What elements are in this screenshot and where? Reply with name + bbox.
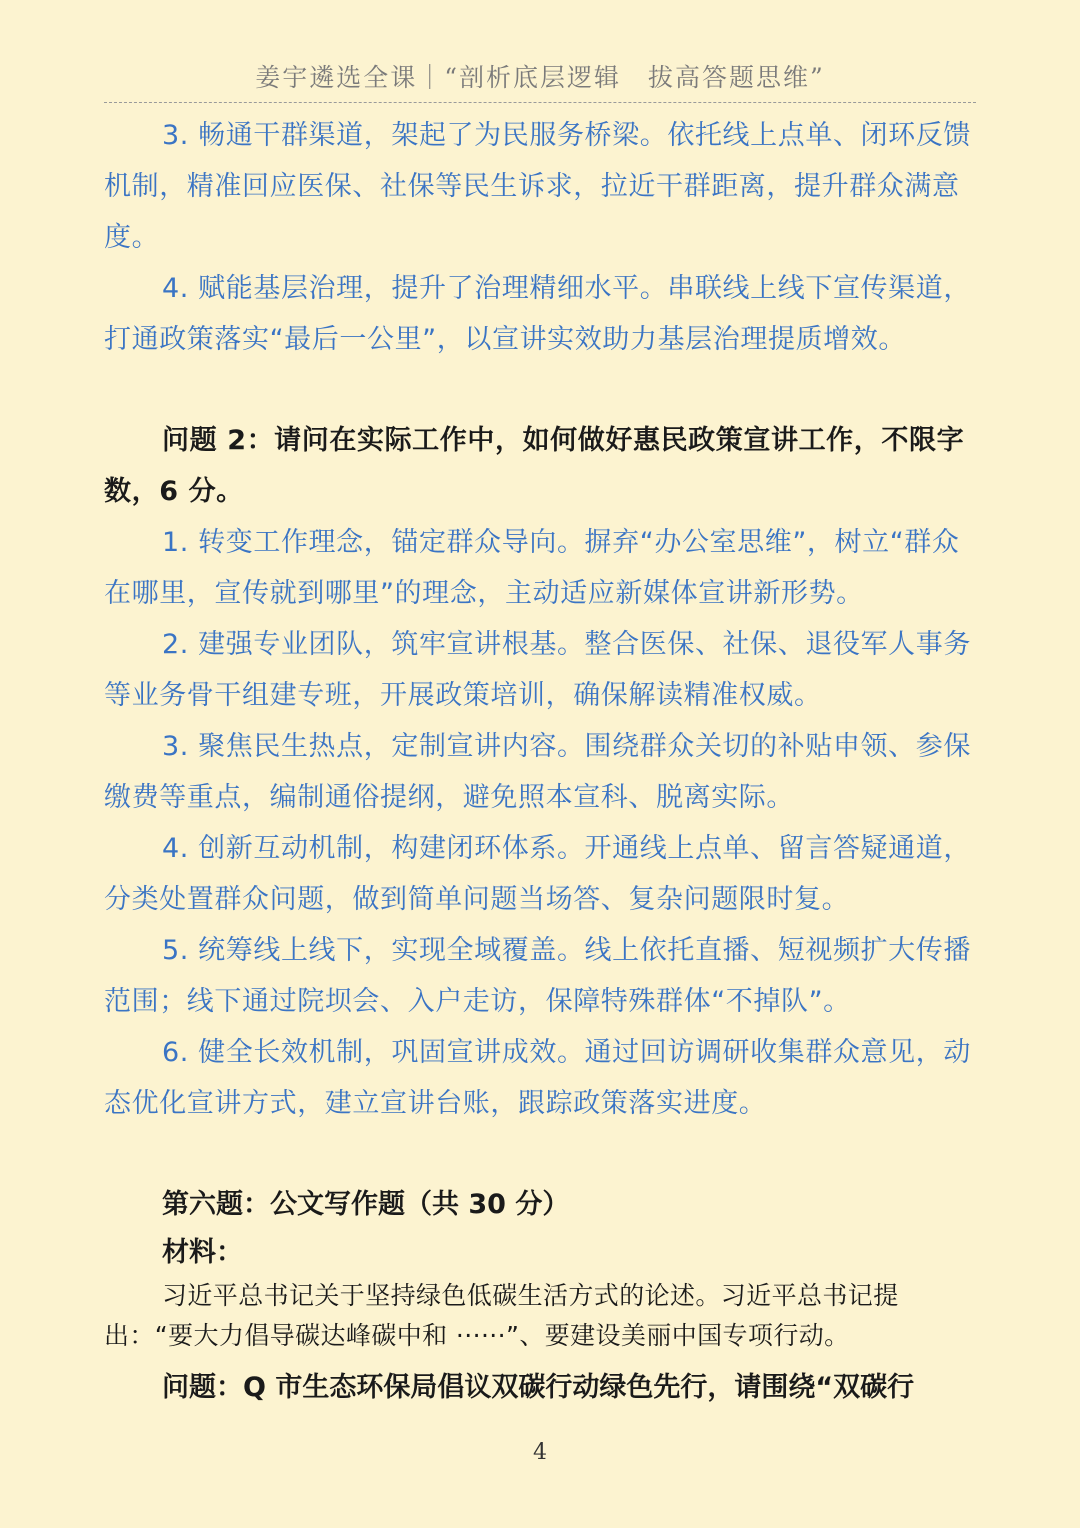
header-divider bbox=[104, 102, 976, 103]
question2-prompt: 问题 2：请问在实际工作中，如何做好惠民政策宣讲工作，不限字数，6 分。 bbox=[104, 425, 965, 507]
question2-item-2: 2. 建强专业团队，筑牢宣讲根基。整合医保、社保、退役军人事务等业务骨干组建专班，开展政策培训，确保解读精准权威。 bbox=[104, 629, 971, 711]
spacer bbox=[104, 365, 978, 415]
question2-item-3: 3. 聚焦民生热点，定制宣讲内容。围绕群众关切的补贴申领、参保缴费等重点，编制通俗提纲，避免照本宣科、脱离实际。 bbox=[104, 731, 971, 813]
page-header: 姜宇遴选全课｜“剖析底层逻辑 拔高答题思维” bbox=[255, 63, 825, 92]
page-number: 4 bbox=[533, 1440, 547, 1465]
section6-question: 问题：Q 市生态环保局倡议双碳行动绿色先行，请围绕“双碳行 bbox=[162, 1372, 915, 1403]
answer1-item-4: 4. 赋能基层治理，提升了治理精细水平。串联线上线下宣传渠道，打通政策落实“最后一公里”，以宣讲实效助力基层治理提质增效。 bbox=[104, 273, 971, 355]
document-body bbox=[104, 110, 978, 1413]
material-text: 习近平总书记关于坚持绿色低碳生活方式的论述。习近平总书记提出：“要大力倡导碳达峰碳中和 ······”、要建设美丽中国专项行动。 bbox=[104, 1281, 899, 1350]
question2-item-1: 1. 转变工作理念，锚定群众导向。摒弃“办公室思维”，树立“群众在哪里，宣传就到哪里”的理念，主动适应新媒体宣讲新形势。 bbox=[104, 527, 960, 609]
spacer bbox=[104, 1129, 978, 1179]
question2-item-4: 4. 创新互动机制，构建闭环体系。开通线上点单、留言答疑通道，分类处置群众问题，做到简单问题当场答、复杂问题限时复。 bbox=[104, 833, 971, 915]
material-label: 材料： bbox=[162, 1237, 243, 1268]
section6-title: 第六题：公文写作题（共 30 分） bbox=[162, 1189, 570, 1220]
question2-item-5: 5. 统筹线上线下，实现全域覆盖。线上依托直播、短视频扩大传播范围；线下通过院坝会、入户走访，保障特殊群体“不掉队”。 bbox=[104, 935, 971, 1017]
answer1-item-3: 3. 畅通干群渠道，架起了为民服务桥梁。依托线上点单、闭环反馈机制，精准回应医保、社保等民生诉求，拉近干群距离，提升群众满意度。 bbox=[104, 120, 971, 253]
question2-item-6: 6. 健全长效机制，巩固宣讲成效。通过回访调研收集群众意见，动态优化宣讲方式，建立宣讲台账，跟踪政策落实进度。 bbox=[104, 1037, 971, 1119]
